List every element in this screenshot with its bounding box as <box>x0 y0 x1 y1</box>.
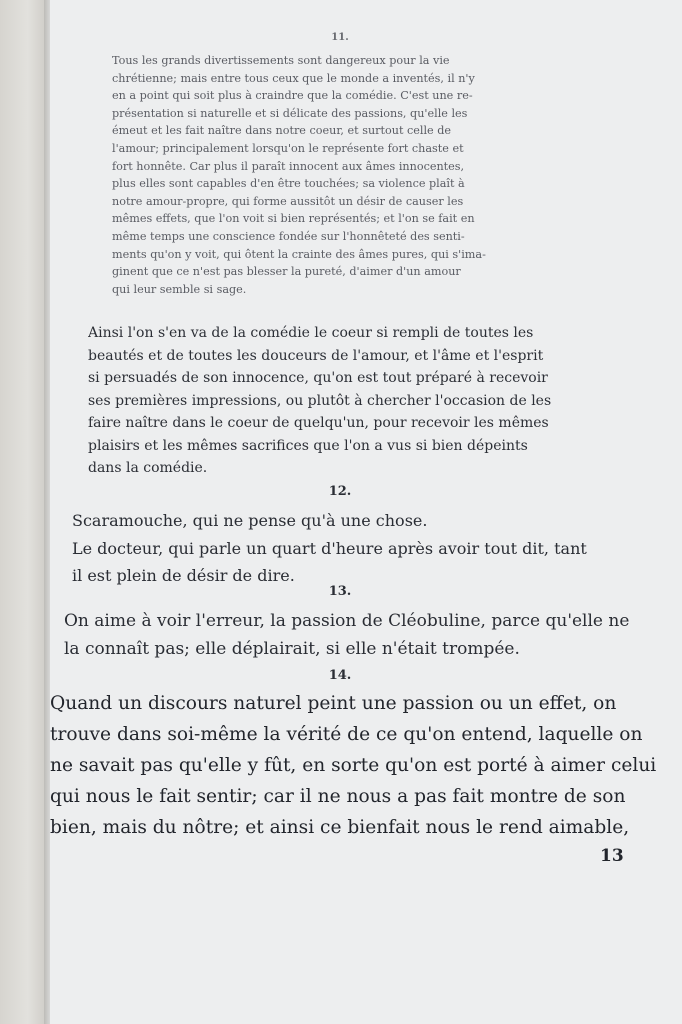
text-line: Tous les grands divertissements sont dangereux pour la vie <box>112 54 450 67</box>
text-line: On aime à voir l'erreur, la passion de Cléobuline, parce qu'elle ne <box>64 611 630 631</box>
text-line: plaisirs et les mêmes sacrifices que l'on a vus si bien dépeints <box>88 437 528 454</box>
paragraph-11 <box>112 52 582 298</box>
section-number-14: 14. <box>328 668 352 683</box>
text-line: qui nous le fait sentir; car il ne nous a pas fait montre de son <box>50 786 626 807</box>
text-line: trouve dans soi-même la vérité de ce qu'on entend, laquelle on <box>50 724 643 745</box>
text-line: la connaît pas; elle déplairait, si elle n'était trompée. <box>64 639 520 659</box>
page-number: 13 <box>600 846 624 866</box>
text-line: Ainsi l'on s'en va de la comédie le coeur si rempli de toutes les <box>88 325 534 341</box>
text-line: ses premières impressions, ou plutôt à chercher l'occasion de les <box>88 392 552 409</box>
text-line: même temps une conscience fondée sur l'honnêteté des senti- <box>112 229 465 243</box>
text-line: mêmes effets, que l'on voit si bien représentés; et l'on se fait en <box>112 212 475 226</box>
text-line: l'amour; principalement lorsqu'on le représente fort chaste et <box>112 141 464 155</box>
paragraph-11-continued <box>88 322 618 480</box>
text-line: Scaramouche, qui ne pense qu'à une chose. <box>72 511 428 530</box>
section-number-11: 11. <box>331 32 349 43</box>
text-line: notre amour-propre, qui forme aussitôt un désir de causer les <box>112 194 464 208</box>
text-line: fort honnête. Car plus il paraît innocent aux âmes innocentes, <box>112 159 465 173</box>
text-line: ments qu'on y voit, qui ôtent la crainte des âmes pures, qui s'ima- <box>112 247 486 261</box>
text-line: dans la comédie. <box>88 460 208 476</box>
text-line: qui leur semble si sage. <box>112 282 247 296</box>
text-line: ne savait pas qu'elle y fût, en sorte qu'on est porté à aimer celui <box>50 755 657 776</box>
text-line: chrétienne; mais entre tous ceux que le monde a inventés, il n'y <box>112 71 475 85</box>
text-line: ginent que ce n'est pas blesser la pureté, d'aimer d'un amour <box>112 265 461 279</box>
text-line: plus elles sont capables d'en être touchées; sa violence plaît à <box>112 177 465 191</box>
text-line: il est plein de désir de dire. <box>72 566 295 585</box>
text-line: faire naître dans le coeur de quelqu'un, pour recevoir les mêmes <box>88 415 549 431</box>
text-line: Quand un discours naturel peint une passion ou un effet, on <box>50 693 617 714</box>
text-line: beautés et de toutes les douceurs de l'amour, et l'âme et l'esprit <box>88 347 544 364</box>
paragraph-12 <box>72 507 632 590</box>
paragraph-14 <box>50 688 660 843</box>
text-line: en a point qui soit plus à craindre que la comédie. C'est une re- <box>112 89 473 103</box>
text-line: émeut et les fait naître dans notre coeur, et surtout celle de <box>112 124 451 138</box>
text-line: présentation si naturelle et si délicate des passions, qu'elle les <box>112 106 468 120</box>
text-line: si persuadés de son innocence, qu'on est tout préparé à recevoir <box>88 370 548 386</box>
section-number-12: 12. <box>328 484 352 499</box>
paragraph-13 <box>64 607 644 663</box>
text-line: bien, mais du nôtre; et ainsi ce bienfait nous le rend aimable, <box>50 817 630 838</box>
section-number-13: 13. <box>328 584 352 599</box>
text-line: Le docteur, qui parle un quart d'heure après avoir tout dit, tant <box>72 538 587 558</box>
